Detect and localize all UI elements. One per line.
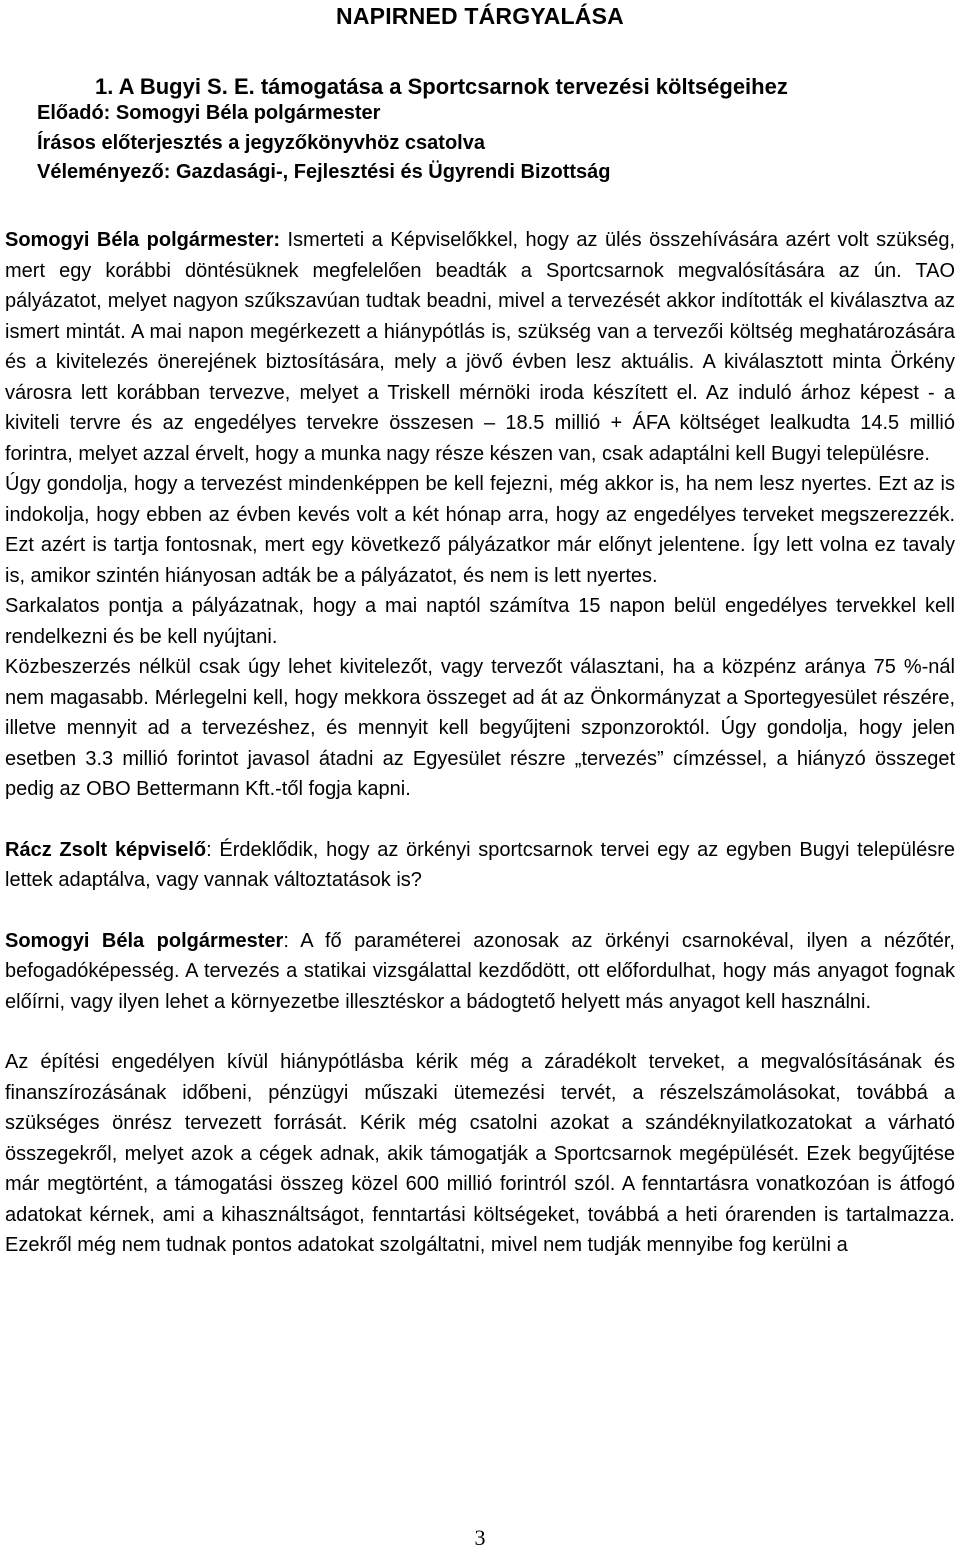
paragraph <box>5 835 955 896</box>
agenda-presenter: Előadó: Somogyi Béla polgármester <box>37 102 381 124</box>
agenda-item-title: 1. A Bugyi S. E. támogatása a Sportcsarnok tervezési költségeihez <box>95 74 788 99</box>
paragraph-text: Ismerteti a Képviselőkkel, hogy az ülés összehívására azért volt szükség, mert egy korábbi döntésüknek megfelelően beadták a Sportcsarnok megvalósítására az ún. TAO pályázatot, melyet nagyon szűkszavúan tudtak beadni, mivel a tervezését akkor indították el kiválasztva az ismert mintát. A mai napon megérkezett a hiánypótlás is, szükség van a tervezői költség meghatározására és a kivitelezés önerejének biztosítására, mely a jövő évben lesz aktuális. A kiválasztott minta Örkény városra lett korábban tervezve, melyet a Triskell mérnöki iroda készített el. Az induló árhoz képest - a kiviteli tervre és az engedélyes tervekre összesen – 18.5 millió + ÁFA költséget lealkudta 14.5 millió forintra, melyet azzal érvelt, hogy a munka nagy része készen van, csak adaptálni kell Bugyi településre. <box>5 229 956 465</box>
speaker-name: Somogyi Béla polgármester: <box>5 229 281 251</box>
speaker-name: Somogyi Béla polgármester <box>5 929 284 952</box>
paragraph-text: Az építési engedélyen kívül hiánypótlásba kérik még a záradékolt terveket, a megvalósításának és finanszírozásának időbeni, pénzügyi műszaki ütemezési tervét, a részelszámolásokat, továbbá a szükséges önrész tervezett forrását. Kérik még csatolni azokat a szándéknyilatkozatokat a várható összegekről, melyet azok a cégek adnak, akik támogatják a Sportcsarnok megépülését. Ezek begyűjtése már megtörtént, a támogatási összeg közel 600 millió forintról szól. A fenntartásra vonatkozóan is átfogó adatokat kérnek, ami a kihasználtságot, fenntartási költségeket, továbbá a heti órarenden is tartalmazza. Ezekről még nem tudnak pontos adatokat szolgáltatni, mivel nem tudják mennyibe fog kerülni a <box>5 1051 955 1256</box>
minutes-body <box>5 225 955 1261</box>
paragraph-text: Úgy gondolja, hogy a tervezést mindenképpen be kell fejezni, még akkor is, ha nem lesz nyertes. Ezt az is indokolja, hogy ebben az évben kevés volt a két hónap arra, hogy az engedélyes terveket megszerezzék. Ezt azért is tartja fontosnak, mert egy következő pályázatkor már előnyt jelentene. Így lett volna ez tavaly is, amikor szintén hiányosan adták be a pályázatot, és nem is lett nyertes. <box>5 473 955 587</box>
paragraph-text: : A fő paraméterei azonosak az örkényi csarnokéval, ilyen a nézőtér, befogadóképesség. A tervezés a statikai vizsgálattal kezdődött, ott előfordulhat, hogy más anyagot fognak előírni, vagy ilyen lehet a környezetbe illesztéskor a bádogtető helyett más anyagot kell használni. <box>5 929 955 1013</box>
paragraph-text: Sarkalatos pontja a pályázatnak, hogy a mai naptól számítva 15 napon belül engedélyes tervekkel kell rendelkezni és be kell nyújtani. <box>5 595 955 648</box>
speaker-name: Rácz Zsolt képviselő <box>5 838 207 861</box>
agenda-attachment: Írásos előterjesztés a jegyzőkönyvhöz csatolva <box>37 131 485 154</box>
paragraph <box>5 225 955 469</box>
page-number: 3 <box>474 1525 486 1550</box>
agenda-reviewer: Véleményező: Gazdasági-, Fejlesztési és Ügyrendi Bizottság <box>37 161 611 183</box>
agenda-block <box>37 72 947 188</box>
paragraph <box>5 926 955 1018</box>
paragraph-text: Közbeszerzés nélkül csak úgy lehet kivitelezőt, vagy tervezőt választani, ha a közpénz aránya 75 %-nál nem magasabb. Mérlegelni kell, hogy mekkora összeget ad át az Önkormányzat a Sportegyesület részére, illetve mennyit ad a tervezéshez, és mennyit kell begyűjteni szponzoroktól. Úgy gondolja, hogy jelen esetben 3.3 millió forintot javasol átadni az Egyesület részre „tervezés” címzéssel, a hiányzó összeget pedig az OBO Bettermann Kft.-től fogja kapni. <box>5 656 955 800</box>
paragraph <box>5 469 955 591</box>
paragraph <box>5 1047 955 1261</box>
paragraph <box>5 652 955 805</box>
paragraph-text: : Érdeklődik, hogy az örkényi sportcsarnok tervei egy az egyben Bugyi településre lettek adaptálva, vagy vannak változtatások is? <box>5 838 955 891</box>
page-title: NAPIRNED TÁRGYALÁSA <box>336 3 624 29</box>
paragraph <box>5 591 955 652</box>
